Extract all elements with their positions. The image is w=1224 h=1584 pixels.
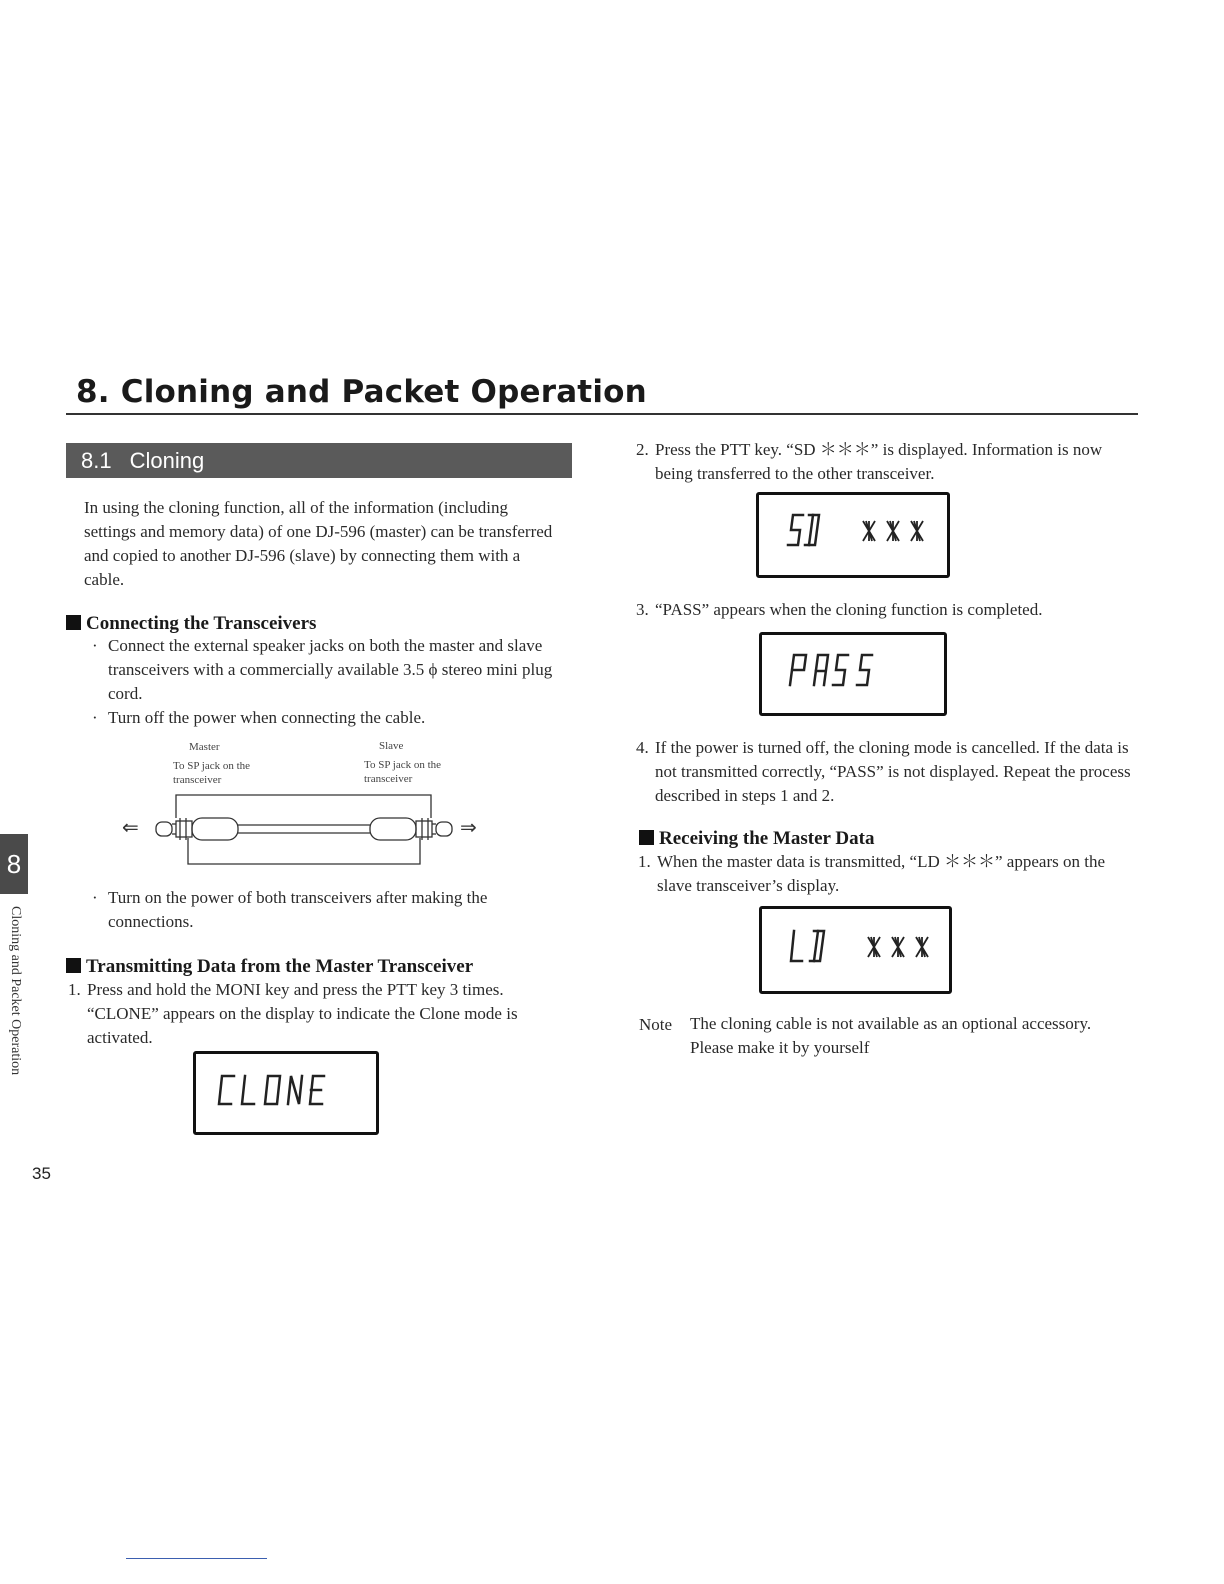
- list-item: [638, 850, 1138, 898]
- step-number: 2.: [636, 440, 649, 459]
- clone-display-text: CLONE: [196, 1054, 200, 1055]
- left-plug-ring: [176, 821, 192, 837]
- slave-note: To SP jack on the transceiver: [364, 759, 442, 785]
- heading-bullet-icon: [66, 615, 81, 630]
- step-number: 1.: [638, 852, 651, 871]
- right-plug-tip: [436, 822, 452, 836]
- step-text: Press the PTT key. “SD ＊＊＊” is displayed. Information is now being transferred to the other transceiver.: [655, 440, 1103, 483]
- transmit-step-1: [68, 978, 558, 1050]
- note-label: Note: [639, 1015, 673, 1034]
- connecting-heading: [66, 612, 316, 636]
- master-note: To SP jack on the transceiver: [173, 760, 251, 786]
- pass-display-text: PASS: [762, 635, 765, 636]
- heading-bullet-icon: [639, 830, 654, 845]
- left-arrow-icon: ⇐: [122, 815, 139, 839]
- left-plug-tip: [156, 822, 172, 836]
- step-text: “PASS” appears when the cloning function is completed.: [655, 600, 1043, 619]
- chapter-tab: 8: [0, 834, 28, 894]
- side-caption: Cloning and Packet Operation: [8, 906, 23, 1076]
- title-divider: [66, 413, 1138, 415]
- section-number: 8.1: [81, 448, 112, 473]
- list-item: · Turn off the power when connecting the cable.: [84, 706, 574, 730]
- lower-connection-line: [188, 838, 420, 864]
- transmit-step-4: [636, 736, 1136, 808]
- receive-step-1: [638, 850, 1138, 898]
- step-text: When the master data is transmitted, “LD ＊＊＊” appears on the slave transceiver’s display.: [657, 852, 1105, 895]
- note-text: The cloning cable is not available as an optional accessory. Please make it by yourself: [690, 1014, 1092, 1057]
- upper-connection-line: [176, 795, 431, 818]
- section-title: Cloning: [129, 448, 205, 473]
- ld-display-text: LD ***: [762, 909, 766, 910]
- connecting-after-bullets: [84, 886, 574, 934]
- connecting-bullets: [84, 634, 574, 730]
- chapter-title: 8. Cloning and Packet Operation: [76, 374, 647, 410]
- list-item: [636, 736, 1136, 808]
- sd-display-text: SD ***: [759, 495, 763, 496]
- slave-label: Slave: [379, 740, 404, 752]
- transmitting-heading: [66, 955, 473, 979]
- receiving-heading: [639, 827, 874, 851]
- right-arrow-icon: ⇒: [460, 815, 477, 839]
- step-text: Press and hold the MONI key and press the PTT key 3 times. “CLONE” appears on the display to indicate the Clone mode is activated.: [87, 980, 518, 1047]
- list-item: [636, 438, 1136, 486]
- connecting-heading-text: Connecting the Transceivers: [86, 613, 317, 634]
- transmit-step-2: [636, 438, 1136, 486]
- list-item: · Connect the external speaker jacks on both the master and slave transceivers with a commercially available 3.5 ϕ stereo mini plug cord.: [84, 634, 574, 706]
- sd-display: [756, 492, 950, 578]
- master-label: Master: [189, 741, 220, 753]
- list-item: [636, 598, 1136, 622]
- intro-paragraph: In using the cloning function, all of the information (including settings and memory data) of one DJ-596 (master) can be transferred and copied to another DJ-596 (slave) by connecting them with a cable.: [84, 498, 553, 589]
- step-number: 1.: [68, 980, 81, 999]
- ld-display: [759, 906, 952, 994]
- transmit-step-3: [636, 598, 1136, 622]
- step-number: 4.: [636, 738, 649, 757]
- list-item: [68, 978, 558, 1050]
- left-plug-body: [192, 818, 238, 840]
- clone-display: [193, 1051, 379, 1135]
- right-plug-body: [370, 818, 416, 840]
- step-number: 3.: [636, 600, 649, 619]
- section-header: [66, 443, 572, 478]
- step-text: If the power is turned off, the cloning mode is cancelled. If the data is not transmitted correctly, “PASS” is not displayed. Repeat the process described in steps 1 and 2.: [655, 738, 1131, 805]
- footer-divider: [126, 1558, 267, 1559]
- heading-bullet-icon: [66, 958, 81, 973]
- page-number: 35: [32, 1164, 51, 1183]
- list-item: · Turn on the power of both transceivers after making the connections.: [84, 886, 574, 934]
- transmitting-heading-text: Transmitting Data from the Master Transceiver: [86, 956, 474, 977]
- right-plug-ring: [416, 821, 432, 837]
- cable-diagram: [120, 788, 500, 868]
- pass-display: [759, 632, 947, 716]
- receiving-heading-text: Receiving the Master Data: [659, 828, 875, 849]
